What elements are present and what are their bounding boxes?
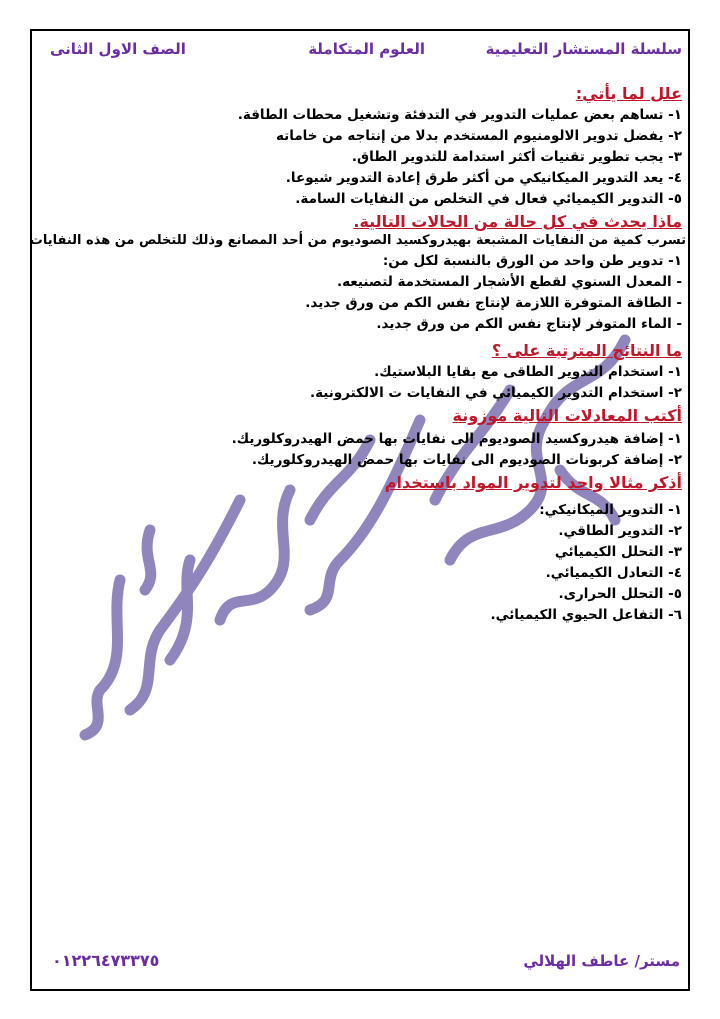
list-item: ٥- التحلل الحرارى. bbox=[558, 586, 682, 602]
list-item: - المعدل السنوي لقطع الأشجار المستخدمة لتصنيعه. bbox=[336, 274, 682, 290]
section-title: أذكر مثالا واحد لتدوير المواد باستخدام bbox=[384, 473, 682, 492]
section-intro: تسرب كمية من النفايات المشبعة بهيدروكسيد الصوديوم من أحد المصانع وذلك للتخلص من هذه النفايات bbox=[29, 233, 686, 248]
list-item: ١- استخدام التدوير الطاقى مع بقايا البلاستيك. bbox=[374, 364, 682, 380]
list-item: ٣- يجب تطوير تقنيات أكثر استدامة للتدوير الطاق. bbox=[351, 149, 682, 165]
list-item: - الماء المتوفر لإنتاج نفس الكم من ورق جديد. bbox=[376, 316, 682, 332]
list-item: ٤- التعادل الكيميائي. bbox=[545, 565, 682, 581]
teacher-name: مستر/ عاطف الهلالي bbox=[523, 952, 680, 970]
series-title: سلسلة المستشار التعليمية bbox=[485, 40, 682, 58]
grade-title: الصف الاول الثانى bbox=[50, 40, 186, 58]
list-item: ٤- يعد التدوير الميكانيكي من أكثر طرق إعادة التدوير شيوعا. bbox=[285, 170, 682, 186]
section-title: علل لما يأتي: bbox=[575, 84, 682, 103]
list-item: ٦- التفاعل الحيوي الكيميائي. bbox=[490, 607, 682, 623]
section-title: ما النتائج المترتبة على ؟ bbox=[491, 341, 682, 360]
page-header bbox=[30, 40, 690, 66]
list-item: - الطاقة المتوفرة اللازمة لإنتاج نفس الكم من ورق جديد. bbox=[305, 295, 682, 311]
list-item: ٢- إضافة كربونات الصوديوم الى نفايات بها حمض الهيدروكلوريك. bbox=[251, 452, 682, 468]
list-item: ٢- التدوير الطاقي. bbox=[558, 523, 682, 539]
worksheet-content bbox=[29, 84, 686, 626]
list-item: ١- التدوير الميكانيكي: bbox=[539, 502, 682, 518]
list-item: ١- تساهم بعض عمليات التدوير في التدفئة وتشغيل محطات الطاقة. bbox=[237, 107, 682, 123]
list-item: ٣- التحلل الكيميائي bbox=[554, 544, 682, 560]
list-item: ١- إضافة هيدروكسيد الصوديوم الى نفايات بها حمض الهيدروكلوريك. bbox=[231, 431, 682, 447]
section-title: أكتب المعادلات التالية موزونة bbox=[452, 406, 682, 425]
list-item: ٢- يفضل تدوير الالومنيوم المستخدم بدلا من إنتاجه من خاماته bbox=[276, 128, 682, 144]
list-item: ٢- استخدام التدوير الكيميائي في النفايات ت الالكترونية. bbox=[309, 385, 682, 401]
list-item: ١- تدوير طن واحد من الورق بالنسبة لكل من: bbox=[382, 253, 682, 269]
list-item: ٥- التدوير الكيميائي فعال في التخلص من النفايات السامة. bbox=[295, 191, 682, 207]
phone-number: ٠١٢٢٦٤٧٣٣٧٥ bbox=[52, 951, 160, 970]
section-title: ماذا يحدث في كل حالة من الحالات التالية. bbox=[353, 212, 682, 231]
subject-title: العلوم المتكاملة bbox=[308, 40, 425, 58]
